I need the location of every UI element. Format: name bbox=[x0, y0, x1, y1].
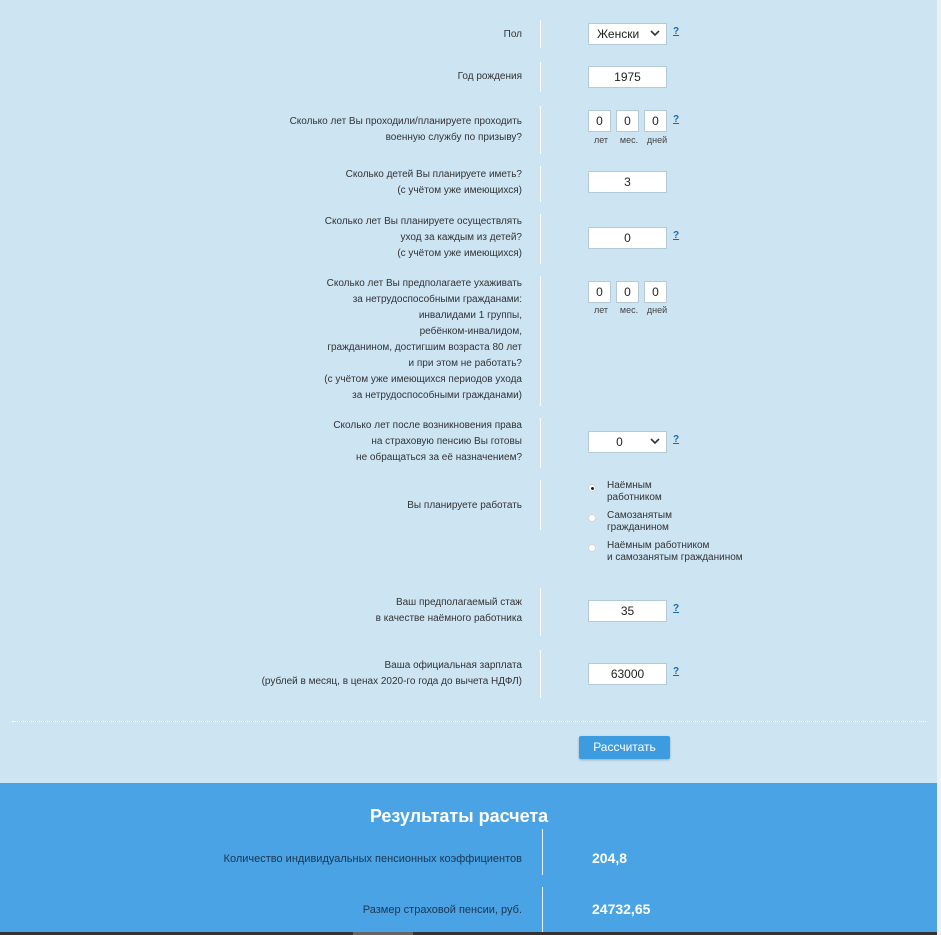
children-input[interactable]: 3 bbox=[588, 171, 667, 193]
gender-select[interactable] bbox=[588, 23, 667, 45]
divider-line bbox=[542, 887, 543, 935]
disabled-care-months-input[interactable]: 0 bbox=[616, 281, 639, 303]
gender-label: Пол bbox=[503, 29, 522, 40]
divider-line bbox=[540, 106, 541, 154]
childcare-row bbox=[0, 214, 937, 264]
salary-help-link[interactable]: ? bbox=[673, 666, 680, 677]
disabled-care-duration bbox=[588, 281, 667, 303]
military-duration bbox=[588, 110, 667, 132]
divider-line bbox=[540, 20, 541, 48]
divider-line bbox=[540, 588, 541, 636]
experience-label: Ваш предполагаемый стаж в качестве наёмного работника bbox=[375, 597, 522, 624]
gender-help-link[interactable]: ? bbox=[673, 26, 680, 37]
results-title: Результаты расчета bbox=[369, 806, 549, 826]
divider-line bbox=[542, 829, 543, 875]
salary-input[interactable]: 63000 bbox=[588, 663, 667, 685]
military-label: Сколько лет Вы проходили/планируете проходить военную службу по призыву? bbox=[289, 116, 522, 143]
military-help-link[interactable]: ? bbox=[673, 114, 680, 125]
disabled-care-years-input[interactable]: 0 bbox=[588, 281, 611, 303]
childcare-input[interactable]: 0 bbox=[588, 227, 667, 249]
disabled-care-units: лет мес. дней bbox=[593, 305, 668, 315]
radio-button[interactable] bbox=[588, 484, 596, 492]
divider-line bbox=[540, 276, 541, 406]
calculate-button[interactable]: Рассчитать bbox=[579, 736, 670, 759]
work-type-row: Вы планируете работать Наёмным работником Самозанятым гражданином Наёмным работником и самозанятым гражданином bbox=[407, 480, 743, 563]
military-units: лет мес. дней bbox=[593, 135, 668, 145]
disabled-care-row bbox=[0, 276, 937, 406]
form-divider bbox=[12, 721, 926, 722]
experience-row bbox=[0, 588, 937, 636]
chevron-down-icon bbox=[649, 26, 661, 40]
divider-line bbox=[540, 166, 541, 202]
military-days-input[interactable]: 0 bbox=[644, 110, 667, 132]
deferral-value: 0 bbox=[616, 435, 623, 449]
deferral-row bbox=[0, 418, 937, 468]
divider-line bbox=[540, 214, 541, 264]
childcare-help-link[interactable]: ? bbox=[673, 230, 680, 241]
children-row bbox=[0, 166, 937, 202]
chevron-down-icon bbox=[649, 434, 661, 448]
deferral-help-link[interactable]: ? bbox=[673, 434, 680, 445]
military-row bbox=[0, 106, 937, 154]
birth-year-row bbox=[0, 62, 937, 92]
salary-label: Ваша официальная зарплата (рублей в месяц, в ценах 2020-го года до вычета НДФЛ) bbox=[261, 660, 522, 687]
divider-line bbox=[540, 650, 541, 698]
divider-line bbox=[540, 480, 541, 530]
work-type-label: Вы планируете работать bbox=[407, 500, 522, 511]
deferral-label: Сколько лет после возникновения права на страховую пенсию Вы готовы не обращаться за её назначением? bbox=[333, 420, 522, 463]
result-label-coefficients: Количество индивидуальных пенсионных коэффициентов bbox=[223, 853, 522, 865]
childcare-label: Сколько лет Вы планируете осуществлять уход за каждым из детей? (с учётом уже имеющихся) bbox=[324, 216, 522, 259]
divider-line bbox=[540, 418, 541, 468]
radio-button[interactable] bbox=[588, 514, 596, 522]
result-value-pension: 24732,65 bbox=[592, 901, 651, 917]
page-edge bbox=[937, 0, 941, 935]
results-panel bbox=[0, 783, 937, 935]
birth-year-label: Год рождения bbox=[457, 71, 522, 82]
disabled-care-days-input[interactable]: 0 bbox=[644, 281, 667, 303]
deferral-select[interactable] bbox=[588, 431, 667, 453]
radio-button[interactable] bbox=[588, 544, 596, 552]
military-months-input[interactable]: 0 bbox=[616, 110, 639, 132]
birth-year-input[interactable]: 1975 bbox=[588, 66, 667, 88]
result-label-pension: Размер страховой пенсии, руб. bbox=[362, 904, 522, 916]
gender-value: Женски bbox=[597, 27, 640, 41]
experience-input[interactable]: 35 bbox=[588, 600, 667, 622]
gender-row bbox=[0, 20, 937, 48]
result-value-coefficients: 204,8 bbox=[592, 850, 628, 866]
divider-line bbox=[540, 62, 541, 92]
military-years-input[interactable]: 0 bbox=[588, 110, 611, 132]
disabled-care-label: Сколько лет Вы предполагаете ухаживать за нетрудоспособными гражданами: инвалидами 1 группы, ребёнком-инвалидом, гражданином, достигшим возраста 80 лет и при этом не работать? (с учётом уже имеющихся периодов ухода за нетрудоспособными гражданами) bbox=[324, 278, 522, 401]
salary-row bbox=[0, 650, 937, 698]
children-label: Сколько детей Вы планируете иметь? (с учётом уже имеющихся) bbox=[345, 169, 522, 196]
experience-help-link[interactable]: ? bbox=[673, 603, 680, 614]
